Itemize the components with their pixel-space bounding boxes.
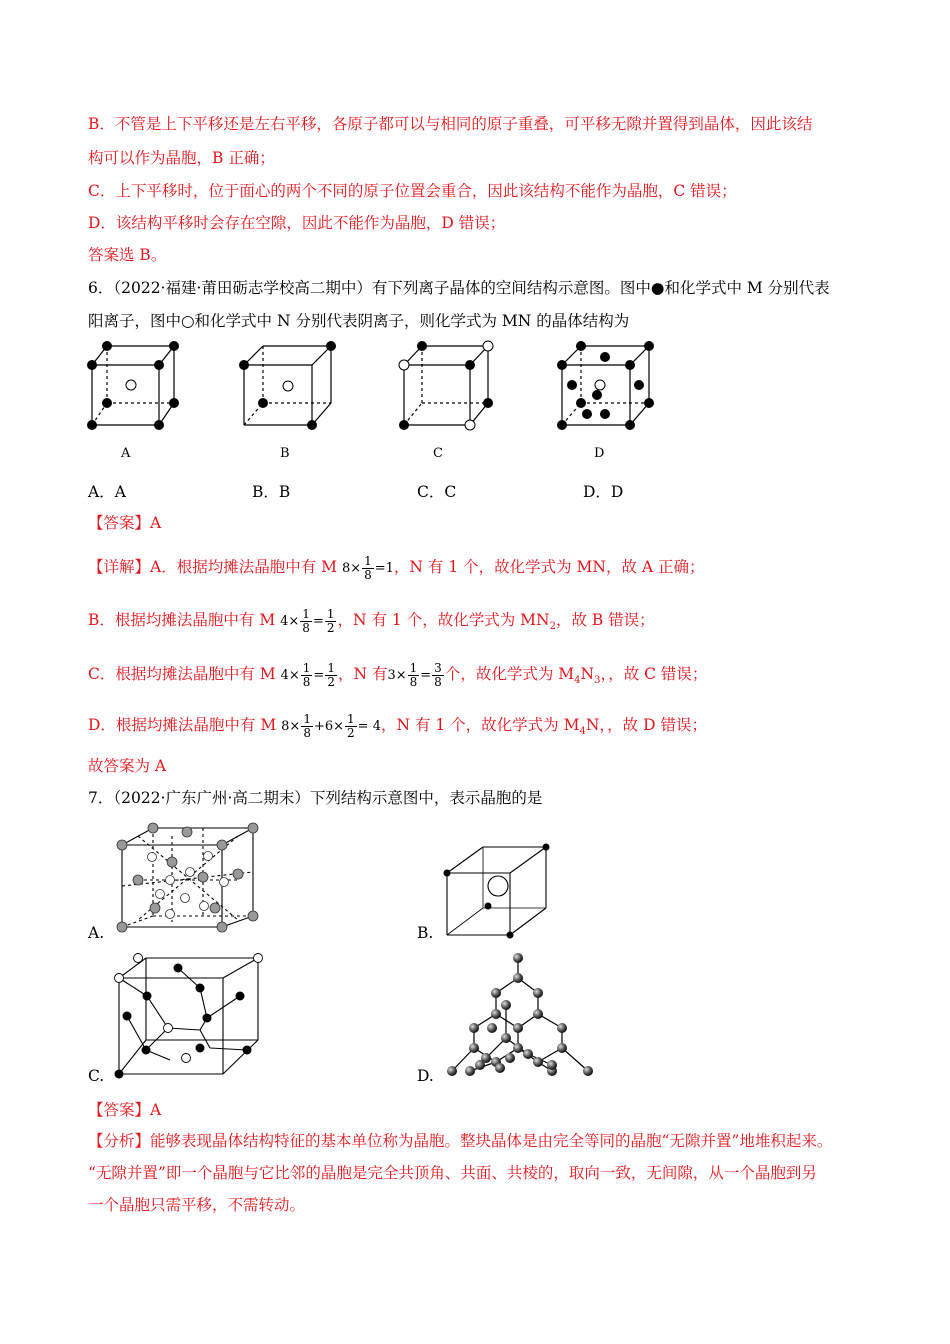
q7-stem: 7．（2022·广东广州·高二期末）下列结构示意图中，表示晶胞的是	[88, 789, 543, 807]
q6-figure-d	[557, 340, 657, 432]
q7-figure-d	[440, 950, 600, 1080]
q6-detail-c: C．根据均摊法晶胞中有 M 4× $\frac{1}{8}$ = $\frac{1}{2}$ ，N 有3× $\frac{1}{8}$ = $\frac{3}{8}$ 个，故化学式为 $M_4N_3$，，故 C 错误；	[88, 660, 708, 689]
q6-option-c: C．C	[417, 483, 457, 501]
q5-option-b-line2: 构可以作为晶胞，B 正确；	[88, 149, 275, 167]
analysis-tag: 【分析】	[88, 1132, 151, 1150]
q6-option-d: D．D	[583, 483, 624, 501]
q6-detail-d: D．根据均摊法晶胞中有 M 8× $\frac{1}{8}$ +6× $\frac{1}{2}$ = 4，N 有 1 个，故化学式为 $M_4N$，，故 D 错误；	[88, 711, 707, 740]
q6-stem-line2: 阳离子，图中○和化学式中 N 分别代表阴离子，则化学式为 MN 的晶体结构为	[88, 312, 630, 330]
q7-answer: 【答案】A	[88, 1101, 162, 1119]
q6-figure-label-b: B	[280, 446, 290, 461]
q7-option-d-label: D.	[417, 1067, 434, 1085]
q6-figure-c	[398, 340, 498, 432]
q6-stem-line1: 6．（2022·福建·莆田砺志学校高二期中）有下列离子晶体的空间结构示意图。图中●和化学式中 M 分别代表	[88, 279, 830, 297]
q5-option-c: C．上下平移时，位于面心的两个不同的原子位置会重合，因此该结构不能作为晶胞，C 错误；	[88, 182, 737, 200]
q7-figure-b	[440, 840, 560, 940]
q6-figure-label-c: C	[433, 446, 443, 461]
q6-option-a: A．A	[88, 483, 126, 501]
q7-option-b-label: B.	[417, 924, 434, 942]
q5-answer: 答案选 B。	[88, 246, 167, 264]
q6-final: 故答案为 A	[88, 757, 167, 775]
detail-tag: 【详解】	[88, 558, 151, 576]
q6-figure-label-a: A	[121, 446, 131, 461]
q7-figure-c	[110, 950, 270, 1078]
q6-figure-label-d: D	[594, 446, 605, 461]
q7-analysis-line1: 【分析】能够表现晶体结构特征的基本单位称为晶胞。整块晶体是由完全等同的晶胞“无隙并置”地堆积起来。	[88, 1132, 833, 1150]
q6-figure-a	[85, 340, 185, 432]
q7-analysis-line3: 一个晶胞只需平移，不需转动。	[88, 1196, 306, 1214]
q6-figure-b	[240, 340, 340, 432]
q7-analysis-line2: “无隙并置”即一个晶胞与它比邻的晶胞是完全共顶角、共面、共棱的，取向一致，无间隙，从一个晶胞到另	[88, 1164, 817, 1182]
q6-option-b: B．B	[252, 483, 291, 501]
q7-figure-a	[110, 822, 270, 937]
q5-option-d: D．该结构平移时会存在空隙，因此不能作为晶胞，D 错误；	[88, 214, 506, 232]
q7-option-a-label: A.	[88, 924, 105, 942]
q6-answer: 【答案】A	[88, 514, 162, 532]
q7-option-c-label: C.	[88, 1067, 105, 1085]
q6-detail-a: 【详解】A．根据均摊法晶胞中有 M 8× $\frac{1}{8}$ =1，N 有 1 个，故化学式为 MN，故 A 正确；	[88, 553, 705, 582]
q5-option-b-line1: B．不管是上下平移还是左右平移，各原子都可以与相同的原子重叠，可平移无隙并置得到晶体，因此该结	[88, 115, 813, 133]
q6-detail-b: B．根据均摊法晶胞中有 M 4× $\frac{1}{8}$ = $\frac{1}{2}$ ，N 有 1 个，故化学式为 $MN_2$，故 B 错误；	[88, 606, 655, 635]
